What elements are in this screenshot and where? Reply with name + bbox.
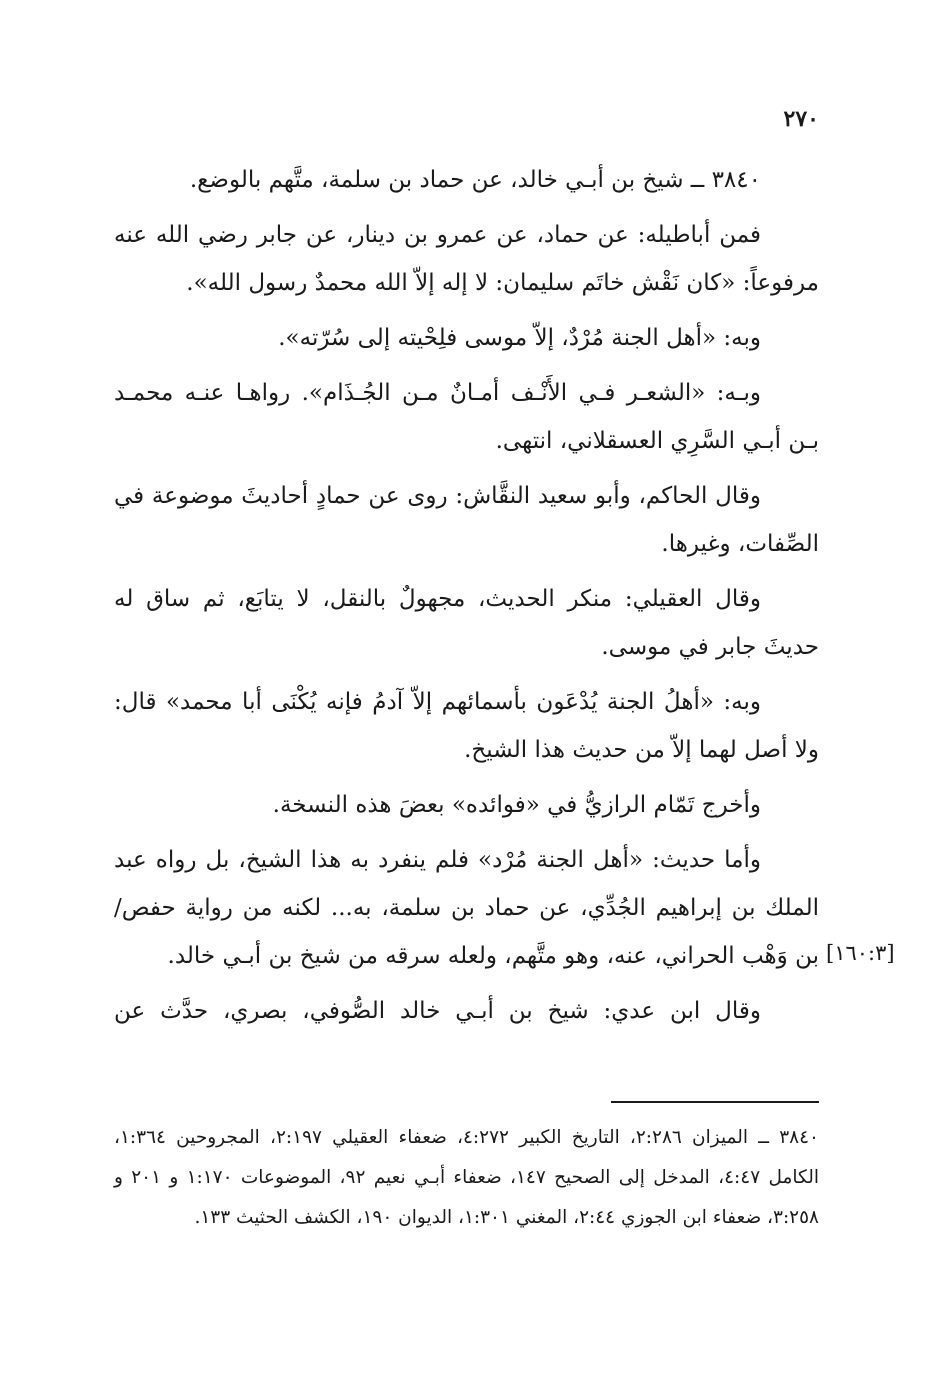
paragraph: وبـه: «الشعـر فـي الأَنْـف أمـانٌ مـن الجُـذَام». رواهـا عنـه محمـد بـن أبـي السَّرِي العسقلاني، انتهى. (114, 380, 819, 454)
paragraph: وأخرج تَمّام الرازيُّ في «فوائده» بعضَ هذه النسخة. (272, 792, 761, 818)
footnote-divider (611, 1101, 819, 1103)
paragraph: فمن أباطيله: عن حماد، عن عمرو بن دينار، عن جابر رضي الله عنه مرفوعاً: «كان نَقْش خاتَم سليمان: لا إله إلاّ الله محمدٌ رسول الله». (114, 222, 819, 296)
paragraph: وقال ابن عدي: شيخ بن أبـي خالد الصُّوفي، بصري، حدَّث عن (114, 998, 761, 1024)
paragraph: وبه: «أهل الجنة مُرْدٌ، إلاّ موسى فلِحْيته إلى سُرّته». (278, 325, 761, 351)
paragraph: وبه: «أهلُ الجنة يُدْعَون بأسمائهم إلاّ آدمُ فإنه يُكْنَى أبا محمد» قال: ولا أصل لهما إلاّ من حديث هذا الشيخ. (114, 689, 819, 763)
entry-heading: ٣٨٤٠ ــ شيخ بن أبـي خالد، عن حماد بن سلمة، متَّهم بالوضع. (189, 167, 761, 193)
paragraph: وأما حديث: «أهل الجنة مُرْد» فلم ينفرد به هذا الشيخ، بل رواه عبد الملك بن إبراهيم الجُدِّي، عن حماد بن سلمة، به... لكنه من رواية حفص/ بن وَهْب الحراني، عنه، وهو متَّهم، ولعله سرقه من شيخ بن أبـي خالد. (114, 847, 819, 969)
margin-page-reference: [١٦٠:٣] (826, 941, 895, 965)
paragraph: وقال الحاكم، وأبو سعيد النقَّاش: روى عن حمادٍ أحاديثَ موضوعة في الصِّفات، وغيرها. (114, 483, 819, 557)
page-number: ٢٧٠ (783, 106, 819, 132)
footnote (114, 1118, 819, 1238)
footnote-text: ٣٨٤٠ ــ الميزان ٢:٢٨٦، التاريخ الكبير ٤:٢٧٢، ضعفاء العقيلي ٢:١٩٧، المجروحين ١:٣٦٤، الكامل ٤:٤٧، المدخل إلى الصحيح ١٤٧، ضعفاء أبـي نعيم ٩٢، الموضوعات ١:١٧٠ و ٢٠١ و ٣:٢٥٨، ضعفاء ابن الجوزي ٢:٤٤، المغني ١:٣٠١، الديوان ١٩٠، الكشف الحثيث ١٣٣. (114, 1127, 819, 1228)
paragraph: وقال العقيلي: منكر الحديث، مجهولٌ بالنقل، لا يتابَع، ثم ساق له حديثَ جابر في موسى. (114, 586, 819, 660)
body-text (114, 156, 819, 1042)
